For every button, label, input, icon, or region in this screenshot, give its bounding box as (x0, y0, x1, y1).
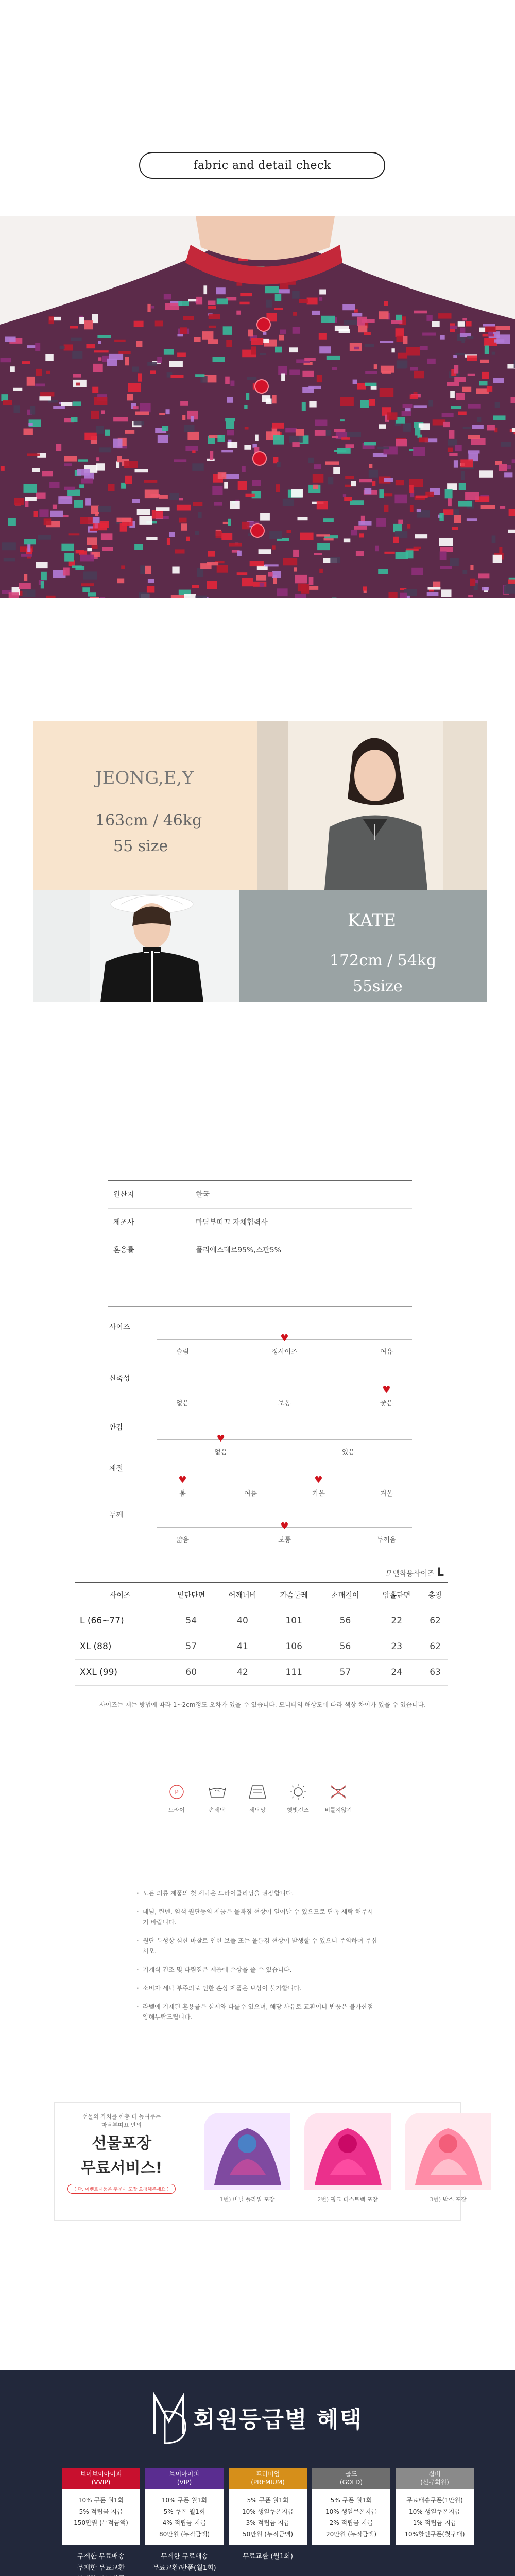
size-row (75, 1608, 448, 1634)
model1-size: 55 size (113, 837, 168, 855)
grade-name: 프리미엄 (255, 2470, 280, 2478)
grade-benefit-line: 10% 생일쿠폰지급 (242, 2508, 294, 2515)
size-header: 사이즈 (75, 1582, 165, 1608)
grade-benefit-line: 10%할인쿠폰(첫구매) (404, 2531, 465, 2538)
membership-benefits (0, 2370, 515, 2576)
size-value-cell: 42 (217, 1659, 268, 1685)
gift-note: ( 단, 이벤트제품은 주문시 포장 요청해주세요 ) (67, 2184, 176, 2194)
size-header: 암홀단면 (371, 1582, 422, 1608)
scale-option: 없음 (176, 1400, 190, 1408)
grade-benefits (312, 2489, 390, 2545)
size-value-cell: 41 (217, 1634, 268, 1659)
heart-icon: ♥ (216, 1433, 225, 1444)
size-value-cell: 56 (320, 1634, 371, 1659)
grade-sub: (신규회원) (420, 2479, 449, 2486)
grade-footer-foot3 (229, 2551, 307, 2563)
care-note: · 데님, 린넨, 염색 원단등의 제품은 물빠짐 현상이 일어날 수 있으므로 단독 세탁 해주시기 바랍니다. (136, 1907, 379, 1927)
grade-benefit-line: 2% 적립금 지급 (329, 2519, 373, 2527)
size-value-cell: 24 (371, 1659, 422, 1685)
heart-icon: ♥ (178, 1475, 187, 1485)
svg-text:P: P (175, 1789, 179, 1796)
size-header: 어깨너비 (217, 1582, 268, 1608)
size-note: 사이즈는 재는 방법에 따라 1~2cm정도 오차가 있을 수 있습니다. 모니터의 해상도에 따라 색상 차이가 있을 수 있습니다. (99, 1701, 426, 1708)
grade-benefits (145, 2489, 224, 2545)
care-item (162, 1783, 191, 1842)
gift-option-number: 3번) (430, 2196, 443, 2203)
info-key: 제조사 (108, 1208, 196, 1236)
size-header: 밑단단면 (165, 1582, 217, 1608)
grade-benefit-line: 5% 적립금 지급 (79, 2508, 123, 2515)
gift-line1: 선물의 가치를 한층 더 높여주는 (82, 2113, 161, 2120)
grade-header (229, 2468, 307, 2489)
grade-benefit-line: 무료배송쿠폰(1만원) (406, 2497, 463, 2504)
grade-sub: (PREMIUM) (251, 2479, 285, 2486)
size-value-cell: 63 (422, 1659, 448, 1685)
grade-benefit-line: 4% 적립금 지급 (162, 2519, 207, 2527)
grade-column-1 (62, 2468, 140, 2545)
iron-low-icon (327, 1783, 350, 1801)
gift-option-3 (405, 2113, 491, 2204)
gift-option-number: 2번) (317, 2196, 331, 2203)
heart-icon: ♥ (382, 1384, 391, 1395)
grade-footer-line: 무제한 무료배송 (160, 2553, 209, 2561)
grade-benefit-line: 3% 적립금 지급 (246, 2519, 290, 2527)
info-row (108, 1180, 412, 1208)
size-value-cell: 101 (268, 1608, 320, 1634)
hand-wash-icon (206, 1783, 229, 1801)
model2-name: KATE (348, 910, 397, 931)
grade-footer-foot1 (62, 2551, 140, 2576)
gift-option-image (405, 2113, 491, 2190)
grade-benefit-line: 10% 생일쿠폰지급 (408, 2508, 461, 2515)
gift-title2: 무료서비스! (80, 2159, 163, 2177)
scale-option: 봄 (179, 1490, 186, 1498)
no-tumble-icon (287, 1783, 310, 1801)
grade-header (396, 2468, 474, 2489)
size-value-cell: 57 (320, 1659, 371, 1685)
model1-photo (258, 721, 487, 890)
size-value-cell: 56 (320, 1608, 371, 1634)
size-value-cell: 54 (165, 1608, 217, 1634)
model-size-value: L (436, 1566, 444, 1579)
gift-option-label: 박스 포장 (442, 2196, 467, 2203)
scale-option: 보통 (278, 1536, 291, 1544)
info-value: 한국 (196, 1180, 412, 1208)
scale-label: 안감 (109, 1423, 124, 1432)
gift-option-2 (304, 2113, 391, 2204)
grade-benefit-line: 10% 생일쿠폰지급 (325, 2508, 377, 2515)
grade-name: 브이아이피 (169, 2470, 199, 2478)
grade-sub: (VVIP) (91, 2479, 111, 2486)
gift-wrap-image (204, 2113, 290, 2190)
size-header: 가슴둘레 (268, 1582, 320, 1608)
gift-option-label: 핑크 더스트백 포장 (330, 2196, 378, 2203)
gift-line2: 마담부띠끄 만의 (101, 2122, 142, 2128)
grade-footer-line: 무제한 무료교환 (77, 2564, 125, 2572)
scale-option: 슬림 (176, 1348, 190, 1356)
size-value-cell: 111 (268, 1659, 320, 1685)
product-info-table (108, 1180, 412, 1264)
grade-footer-line: 무제한 무료배송 (77, 2553, 125, 2561)
grade-footer-foot2 (145, 2551, 224, 2574)
header-section (0, 0, 515, 216)
scale-option: 두꺼움 (376, 1536, 397, 1544)
size-value-cell: 40 (217, 1608, 268, 1634)
grade-name: 실버 (428, 2470, 441, 2478)
care-note: · 원단 특성상 심한 마찰로 인한 보풀 또는 올튿김 현상이 발생할 수 있으니 주의하여 주십시오. (136, 1936, 379, 1956)
grade-benefit-line: 10% 쿠폰 월1회 (161, 2497, 208, 2504)
grade-benefit-line: 10% 쿠폰 월1회 (78, 2497, 124, 2504)
care-notes (136, 1888, 379, 2030)
grade-benefit-line: 1% 적립금 지급 (413, 2519, 457, 2527)
care-note: · 기계식 건조 및 다림질은 제품에 손상을 줄 수 있습니다. (136, 1964, 379, 1975)
gift-option-caption (405, 2195, 491, 2204)
care-note: · 라벨에 기재된 혼용률은 실제와 다를수 있으며, 해당 사유로 교환이나 반품은 불가한점 양해부탁드립니다. (136, 2002, 379, 2022)
gift-wrap-image (304, 2113, 391, 2190)
gift-option-label: 비닐 플라워 포장 (233, 2196, 275, 2203)
care-note: · 소비자 세탁 부주의로 인한 손상 제품은 보상이 불가합니다. (136, 1983, 379, 1993)
size-header: 총장 (422, 1582, 448, 1608)
grade-benefit-line: 5% 쿠폰 월1회 (163, 2508, 205, 2515)
care-item (284, 1783, 313, 1842)
scale-option: 겨울 (380, 1490, 393, 1498)
scale-option: 가을 (312, 1490, 325, 1498)
grade-sub: (GOLD) (339, 2479, 363, 2486)
care-item (203, 1783, 232, 1842)
info-row (108, 1208, 412, 1236)
size-value-cell: 62 (422, 1634, 448, 1659)
grade-header (145, 2468, 224, 2489)
red-button-detail (253, 452, 266, 465)
product-attribute-scales (108, 1306, 412, 1561)
scale-option: 정사이즈 (271, 1348, 298, 1356)
grade-columns (62, 2468, 494, 2576)
scale-option: 좋음 (380, 1400, 393, 1408)
size-value-cell: 60 (165, 1659, 217, 1685)
heart-icon: ♥ (314, 1475, 323, 1485)
gift-option-number: 1번) (219, 2196, 233, 2203)
size-label-cell: XL (88) (75, 1634, 165, 1659)
grade-benefits (62, 2489, 140, 2545)
scale-line (157, 1439, 412, 1440)
size-chart (75, 1566, 448, 1686)
size-value-cell: 106 (268, 1634, 320, 1659)
size-label-cell: XXL (99) (75, 1659, 165, 1685)
model1-body: 163cm / 46kg (95, 811, 202, 829)
scale-option: 있음 (341, 1449, 355, 1456)
fabric-detail-title: fabric and detail check (139, 152, 385, 179)
grade-name: 브이브이아이피 (80, 2470, 122, 2478)
grade-benefit-line: 80만원 (누적금액) (159, 2531, 210, 2538)
size-value-cell: 57 (165, 1634, 217, 1659)
gift-text-block (67, 2113, 176, 2194)
grade-benefits (229, 2489, 307, 2545)
grade-sub: (VIP) (177, 2479, 192, 2486)
care-item (243, 1783, 272, 1842)
care-note: · 모든 의류 제품의 첫 세탁은 드라이클리닝을 권장합니다. (136, 1888, 379, 1899)
membership-title: 회원등급별 혜택 (193, 2406, 363, 2433)
scale-option: 여름 (244, 1490, 258, 1498)
care-label: 세탁망 (249, 1807, 266, 1814)
gift-title1: 선물포장 (92, 2134, 151, 2153)
heart-icon: ♥ (280, 1521, 289, 1532)
gift-wrap-image (405, 2113, 491, 2190)
scale-option: 여유 (380, 1348, 393, 1356)
care-label: 드라이 (168, 1807, 185, 1814)
fabric-detail-photo (0, 216, 515, 598)
model2-size: 55size (353, 977, 403, 995)
scale-label: 사이즈 (109, 1323, 130, 1331)
grade-column-2 (145, 2468, 224, 2545)
red-button-detail (257, 318, 270, 331)
care-label: 햇빛건조 (287, 1807, 309, 1814)
heart-icon: ♥ (280, 1333, 289, 1344)
gift-option-image (204, 2113, 290, 2190)
scale-option: 얇음 (176, 1536, 190, 1544)
care-label: 손세탁 (209, 1807, 226, 1814)
model-size-caption: 모델착용사이즈 (385, 1570, 435, 1578)
gift-option-image (304, 2113, 391, 2190)
scale-label: 계절 (109, 1465, 124, 1473)
md-logo-icon (149, 2385, 191, 2447)
grade-column-4 (312, 2468, 390, 2545)
model1-name: JEONG,E,Y (95, 768, 194, 788)
size-label-cell: L (66~77) (75, 1608, 165, 1634)
info-row (108, 1236, 412, 1264)
red-button-detail (255, 380, 268, 393)
model-size-label (75, 1566, 448, 1582)
grade-footer-line: 무료교환/반품(월1회) (152, 2564, 216, 2572)
grade-benefits (396, 2489, 474, 2545)
model2-body: 172cm / 54kg (330, 952, 437, 970)
no-bleach-icon (246, 1783, 269, 1801)
size-value-cell: 62 (422, 1608, 448, 1634)
grade-name: 골드 (345, 2470, 357, 2478)
scale-label: 두께 (109, 1511, 124, 1519)
care-label: 비틀지않기 (324, 1807, 352, 1814)
scale-label: 신축성 (109, 1375, 130, 1383)
model2-photo (33, 890, 239, 1002)
grade-column-5 (396, 2468, 474, 2545)
info-value: 마담부띠끄 자체협력사 (196, 1208, 412, 1236)
size-row (75, 1659, 448, 1685)
scales-top-border (108, 1306, 412, 1307)
grade-footer-line: 무료교환 (월1회) (243, 2553, 293, 2561)
scale-option: 없음 (214, 1449, 228, 1456)
info-key: 혼용률 (108, 1236, 196, 1264)
care-icons (162, 1783, 353, 1842)
grade-benefit-line: 50만원 (누적금액) (243, 2531, 293, 2538)
size-value-cell: 22 (371, 1608, 422, 1634)
size-header: 소매길이 (320, 1582, 371, 1608)
grade-footer-line (62, 2574, 140, 2576)
gift-option-caption (204, 2195, 290, 2204)
grade-header (312, 2468, 390, 2489)
grade-benefit-line: 20만원 (누적금액) (326, 2531, 376, 2538)
red-button-detail (251, 524, 264, 537)
grade-header (62, 2468, 140, 2489)
info-key: 원산지 (108, 1180, 196, 1208)
size-row (75, 1634, 448, 1659)
model-info-section (0, 721, 515, 1002)
gift-option-caption (304, 2195, 391, 2204)
grade-benefit-line: 5% 쿠폰 월1회 (247, 2497, 289, 2504)
grade-column-3 (229, 2468, 307, 2545)
grade-benefit-line: 150만원 (누적금액) (74, 2519, 128, 2527)
gift-option-1 (204, 2113, 290, 2204)
dry-clean-icon (165, 1783, 188, 1801)
size-value-cell: 23 (371, 1634, 422, 1659)
care-item (324, 1783, 353, 1842)
info-value: 폴리에스테르95%,스판5% (196, 1236, 412, 1264)
scale-option: 보통 (278, 1400, 291, 1408)
gift-wrap-banner (54, 2102, 467, 2221)
grade-benefit-line: 5% 쿠폰 월1회 (330, 2497, 372, 2504)
